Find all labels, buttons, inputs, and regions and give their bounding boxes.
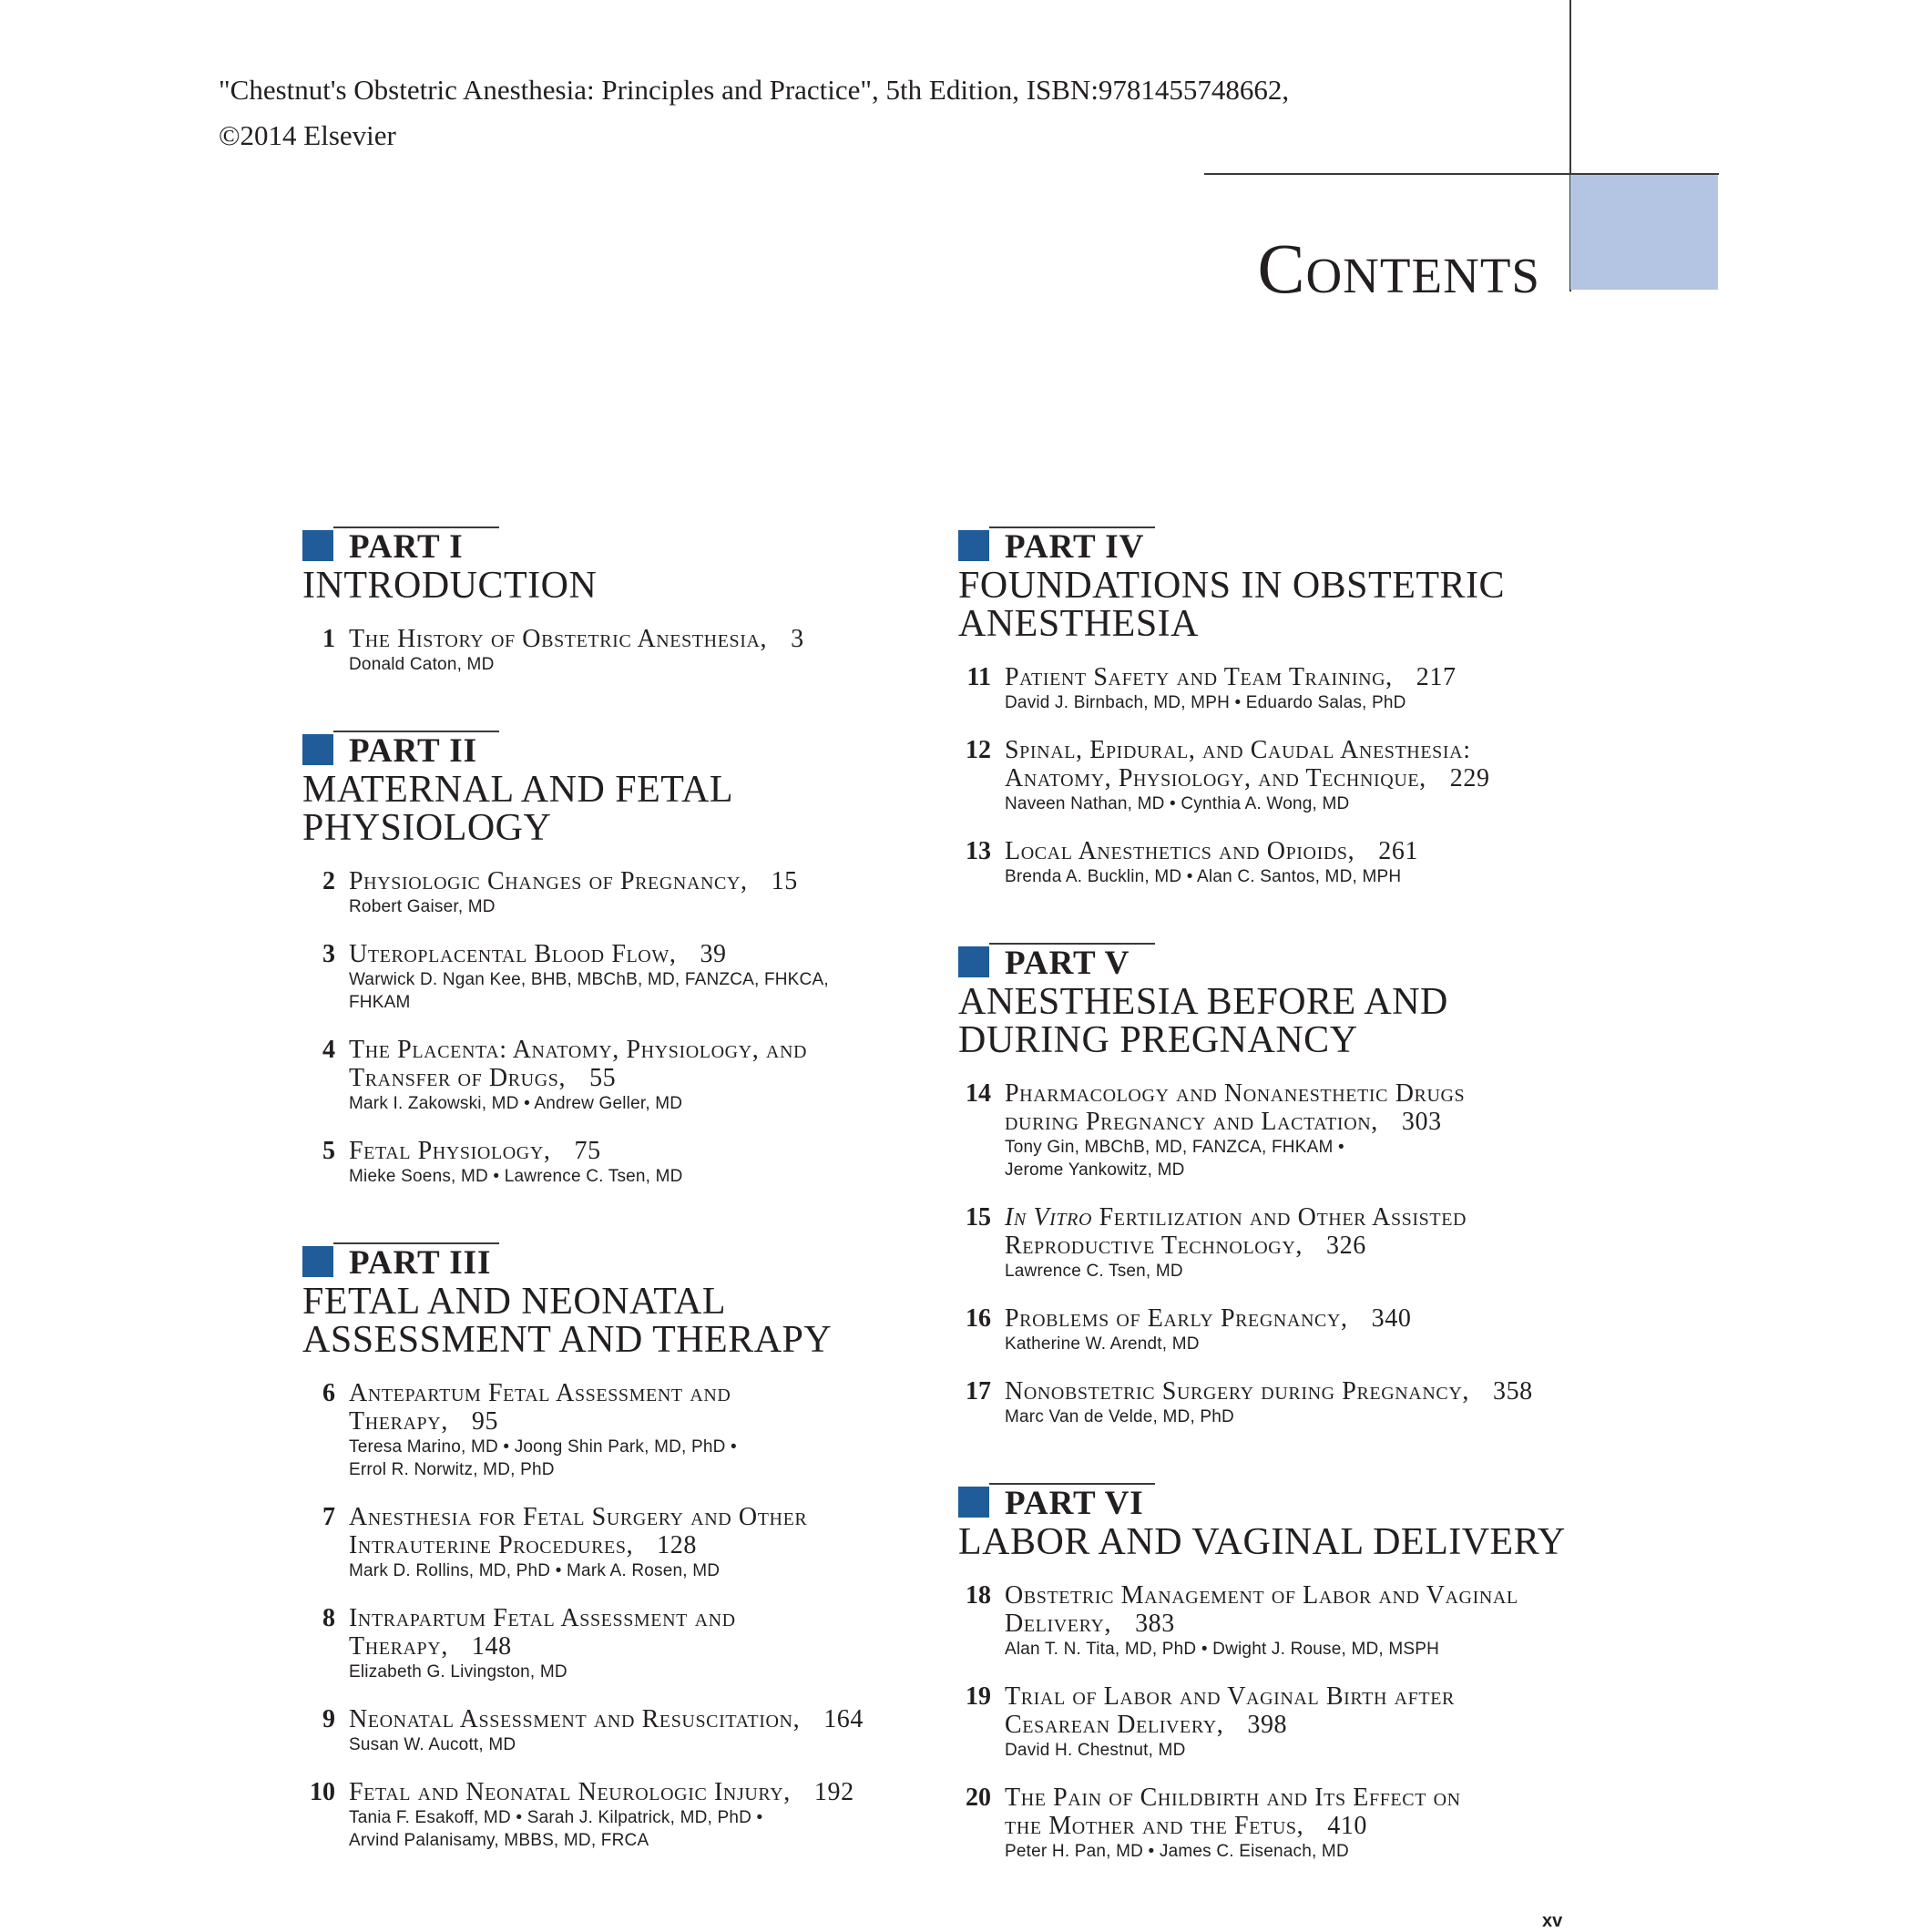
chapter-title-text: Patient Safety and Team Training, [1005, 663, 1393, 691]
chapter-title-line [349, 940, 922, 968]
chapter-title-text: Transfer of Drugs, [349, 1064, 567, 1092]
chapter-authors [1005, 1136, 1578, 1181]
chapter-title [349, 1705, 922, 1733]
part-heading [958, 943, 1578, 981]
chapter-authors [349, 895, 922, 918]
chapter-page-number: 95 [471, 1407, 499, 1436]
author-line: Mark I. Zakowski, MD • Andrew Geller, MD [349, 1094, 683, 1113]
chapter-page-number: 340 [1371, 1304, 1412, 1333]
chapter-title-line [1005, 1682, 1578, 1711]
chapter-number: 18 [966, 1581, 991, 1610]
part-label: PART I [349, 528, 464, 566]
part-marker-square [958, 946, 989, 977]
part-title-line: FOUNDATIONS IN OBSTETRIC [958, 565, 1506, 607]
chapter-number: 2 [322, 867, 335, 895]
toc-chapter-entry[interactable] [302, 1705, 922, 1756]
chapter-page-number: 15 [771, 867, 798, 895]
chapter-title [1005, 1203, 1578, 1260]
chapter-title-text: Intrapartum Fetal Assessment and [349, 1604, 736, 1632]
chapter-title-text: In Vitro Fertilization and Other Assisted [1005, 1203, 1467, 1232]
part-marker-square [302, 1246, 333, 1277]
chapter-number: 13 [966, 837, 991, 865]
toc-chapter-entry[interactable] [302, 1604, 922, 1683]
chapter-number: 20 [966, 1784, 991, 1812]
author-line: Warwick D. Ngan Kee, BHB, MBChB, MD, FANZCA, FHKCA, [349, 970, 829, 989]
toc-part [958, 943, 1578, 1428]
chapter-page-number: 3 [791, 625, 804, 653]
toc-part [302, 731, 922, 1188]
chapter-title-text: Pharmacology and Nonanesthetic Drugs [1005, 1079, 1466, 1108]
chapter-title-line [349, 1531, 922, 1559]
chapter-page-number: 326 [1326, 1232, 1366, 1260]
part-title [302, 1283, 922, 1359]
part-marker-square [302, 530, 333, 561]
chapter-authors [349, 1559, 922, 1582]
accent-block [1570, 175, 1718, 290]
chapter-number: 3 [322, 940, 335, 968]
chapter-title-text: Anatomy, Physiology, and Technique, [1005, 764, 1426, 792]
part-title-line: MATERNAL AND FETAL [302, 769, 734, 811]
chapter-title-line [1005, 837, 1578, 865]
chapter-title [349, 1503, 922, 1559]
part-title-line: DURING PREGNANCY [958, 1019, 1358, 1061]
chapter-number: 11 [966, 663, 991, 691]
chapter-title-text: Antepartum Fetal Assessment and [349, 1379, 731, 1407]
part-heading [302, 526, 922, 565]
author-line: David H. Chestnut, MD [1005, 1741, 1186, 1760]
chapter-title-text: Problems of Early Pregnancy, [1005, 1304, 1348, 1333]
part-title-line: FETAL AND NEONATAL [302, 1281, 727, 1323]
chapter-page-number: 383 [1135, 1610, 1175, 1638]
chapter-number: 4 [322, 1036, 335, 1064]
toc-chapter-entry[interactable] [958, 1377, 1578, 1428]
chapter-title-line [1005, 1812, 1578, 1840]
toc-chapter-entry[interactable] [302, 1137, 922, 1188]
chapter-authors [349, 1092, 922, 1115]
chapter-title-italic: In Vitro [1005, 1203, 1093, 1232]
chapter-title-line [349, 1705, 922, 1733]
chapter-title-text: Obstetric Management of Labor and Vaginal [1005, 1581, 1518, 1610]
chapter-number: 16 [966, 1304, 991, 1333]
chapter-page-number: 128 [657, 1531, 697, 1559]
chapter-page-number: 358 [1492, 1377, 1533, 1406]
chapter-number: 6 [322, 1379, 335, 1407]
chapter-title-text: during Pregnancy and Lactation, [1005, 1108, 1378, 1136]
toc-part [302, 526, 922, 676]
page-title: Contents [1257, 229, 1540, 308]
chapter-title-line [1005, 1079, 1578, 1108]
chapter-number: 10 [310, 1778, 335, 1806]
chapter-authors [349, 1661, 922, 1683]
chapter-title-line [349, 1632, 922, 1661]
chapter-title [1005, 1784, 1578, 1840]
part-label: PART VI [1005, 1485, 1144, 1522]
chapter-title-text: Nonobstetric Surgery during Pregnancy, [1005, 1377, 1469, 1406]
author-line: Donald Caton, MD [349, 655, 495, 674]
author-line: Lawrence C. Tsen, MD [1005, 1262, 1183, 1281]
chapter-title [349, 1778, 922, 1806]
chapter-page-number: 75 [574, 1137, 601, 1165]
chapter-title-line [1005, 736, 1578, 764]
chapter-page-number: 39 [700, 940, 727, 968]
author-line: Tony Gin, MBChB, MD, FANZCA, FHKAM • [1005, 1138, 1344, 1157]
toc-chapter-entry[interactable] [958, 663, 1578, 714]
author-line: Katherine W. Arendt, MD [1005, 1334, 1200, 1354]
chapter-title-line [349, 1604, 922, 1632]
chapter-page-number: 303 [1401, 1108, 1442, 1136]
part-title-line: ANESTHESIA BEFORE AND [958, 981, 1448, 1023]
toc-left-column [302, 526, 922, 1906]
toc-part [302, 1242, 922, 1852]
chapter-number: 15 [966, 1203, 991, 1232]
chapter-number: 1 [322, 625, 335, 653]
part-heading [958, 1483, 1578, 1521]
chapter-title-text: the Mother and the Fetus, [1005, 1812, 1304, 1840]
chapter-authors [1005, 1333, 1578, 1355]
chapter-title-line [1005, 1784, 1578, 1812]
chapter-title [349, 940, 922, 968]
author-line: Mieke Soens, MD • Lawrence C. Tsen, MD [349, 1167, 683, 1186]
chapter-title [349, 1137, 922, 1165]
toc-chapter-entry[interactable] [302, 1503, 922, 1582]
chapter-authors [349, 1436, 922, 1481]
chapter-page-number: 192 [813, 1778, 854, 1806]
part-title-line: LABOR AND VAGINAL DELIVERY [958, 1521, 1566, 1563]
toc-chapter-entry[interactable] [958, 1304, 1578, 1355]
chapter-authors [1005, 1638, 1578, 1661]
chapter-title-text: Delivery, [1005, 1610, 1112, 1638]
toc-chapter-entry[interactable] [302, 625, 922, 676]
author-line: Jerome Yankowitz, MD [1005, 1160, 1185, 1180]
chapter-authors [1005, 1406, 1578, 1428]
author-line: Mark D. Rollins, MD, PhD • Mark A. Rosen, MD [349, 1561, 721, 1580]
part-label: PART III [349, 1244, 492, 1282]
author-line: Susan W. Aucott, MD [349, 1735, 516, 1754]
chapter-title-line [1005, 764, 1578, 792]
chapter-title-text: Reproductive Technology, [1005, 1232, 1303, 1260]
chapter-page-number: 261 [1378, 837, 1419, 865]
chapter-page-number: 148 [471, 1632, 512, 1661]
toc-chapter-entry[interactable] [958, 1079, 1578, 1181]
part-title [958, 1523, 1578, 1561]
toc-chapter-entry[interactable] [958, 837, 1578, 888]
chapter-page-number: 398 [1247, 1711, 1288, 1739]
part-title [958, 983, 1578, 1059]
chapter-authors [349, 653, 922, 676]
chapter-title-line [349, 867, 922, 895]
author-line: Errol R. Norwitz, MD, PhD [349, 1460, 555, 1479]
chapter-authors [1005, 865, 1578, 888]
author-line: Arvind Palanisamy, MBBS, MD, FRCA [349, 1831, 649, 1850]
chapter-authors [1005, 691, 1578, 714]
part-title [958, 567, 1578, 643]
toc-part [958, 1483, 1578, 1863]
chapter-title [349, 1379, 922, 1436]
author-line: Teresa Marino, MD • Joong Shin Park, MD, PhD • [349, 1437, 737, 1457]
part-title [302, 771, 922, 847]
chapter-number: 7 [322, 1503, 335, 1531]
part-marker-square [958, 1487, 989, 1518]
chapter-title-line [1005, 1304, 1578, 1333]
chapter-title-text: Uteroplacental Blood Flow, [349, 940, 677, 968]
chapter-page-number: 55 [589, 1064, 617, 1092]
chapter-title-text: Therapy, [349, 1632, 448, 1661]
chapter-title [1005, 837, 1578, 865]
chapter-title-text: The History of Obstetric Anesthesia, [349, 625, 768, 653]
author-line: Naveen Nathan, MD • Cynthia A. Wong, MD [1005, 794, 1350, 813]
chapter-title [1005, 736, 1578, 792]
chapter-title-line [349, 1407, 922, 1436]
chapter-number: 5 [322, 1137, 335, 1165]
toc-chapter-entry[interactable] [958, 1682, 1578, 1762]
chapter-title-text: Spinal, Epidural, and Caudal Anesthesia: [1005, 736, 1471, 764]
author-line: Alan T. N. Tita, MD, PhD • Dwight J. Rouse, MD, MSPH [1005, 1640, 1440, 1659]
toc-chapter-entry[interactable] [302, 1036, 922, 1115]
chapter-page-number: 217 [1416, 663, 1457, 691]
chapter-title-line [349, 1778, 922, 1806]
chapter-title-text: Physiologic Changes of Pregnancy, [349, 867, 748, 895]
part-heading [302, 1242, 922, 1281]
chapter-number: 9 [322, 1705, 335, 1733]
chapter-authors [349, 1165, 922, 1188]
chapter-title [1005, 1304, 1578, 1333]
author-line: FHKAM [349, 993, 411, 1012]
chapter-title [1005, 663, 1578, 691]
chapter-title-line [1005, 1581, 1578, 1610]
part-marker-square [302, 734, 333, 765]
chapter-title-line [349, 1503, 922, 1531]
chapter-title-line [349, 1137, 922, 1165]
toc-chapter-entry[interactable] [302, 1379, 922, 1481]
chapter-title-text: The Placenta: Anatomy, Physiology, and [349, 1036, 808, 1064]
chapter-title-line [1005, 1610, 1578, 1638]
citation-line-1: "Chestnut's Obstetric Anesthesia: Principles and Practice", 5th Edition, ISBN:9781455748662, [219, 74, 1290, 106]
chapter-title-line [1005, 1203, 1578, 1232]
chapter-authors [1005, 792, 1578, 815]
chapter-number: 8 [322, 1604, 335, 1632]
part-label: PART IV [1005, 528, 1145, 566]
page-number: xv [1542, 1911, 1563, 1931]
chapter-page-number: 410 [1327, 1812, 1368, 1840]
chapter-title [1005, 1581, 1578, 1638]
toc-right-column [958, 526, 1578, 1917]
chapter-title-line [349, 1064, 922, 1092]
chapter-page-number: 164 [823, 1705, 864, 1733]
part-heading [302, 731, 922, 769]
part-title-line: ASSESSMENT AND THERAPY [302, 1319, 833, 1361]
author-line: Tania F. Esakoff, MD • Sarah J. Kilpatrick, MD, PhD • [349, 1808, 763, 1827]
chapter-authors [1005, 1840, 1578, 1863]
chapter-number: 17 [966, 1377, 991, 1406]
toc-chapter-entry[interactable] [958, 1581, 1578, 1661]
part-title [302, 567, 922, 605]
toc-chapter-entry[interactable] [958, 1203, 1578, 1283]
chapter-title [1005, 1079, 1578, 1136]
citation-header [219, 67, 1289, 158]
chapter-number: 14 [966, 1079, 991, 1108]
chapter-authors [349, 1733, 922, 1756]
part-heading [958, 526, 1578, 565]
chapter-title-text: Therapy, [349, 1407, 448, 1436]
chapter-title-text: The Pain of Childbirth and Its Effect on [1005, 1784, 1461, 1812]
toc-chapter-entry[interactable] [958, 1784, 1578, 1863]
chapter-authors [349, 1806, 922, 1852]
author-line: Peter H. Pan, MD • James C. Eisenach, MD [1005, 1842, 1349, 1861]
chapter-title [1005, 1682, 1578, 1739]
chapter-authors [1005, 1739, 1578, 1762]
chapter-title-line [1005, 1377, 1578, 1406]
part-marker-square [958, 530, 989, 561]
chapter-title [349, 1604, 922, 1661]
toc-chapter-entry[interactable] [302, 940, 922, 1014]
chapter-authors [349, 968, 922, 1014]
chapter-title-line [1005, 1711, 1578, 1739]
chapter-title [1005, 1377, 1578, 1406]
chapter-number: 12 [966, 736, 991, 764]
author-line: Elizabeth G. Livingston, MD [349, 1662, 567, 1682]
chapter-title-line [349, 625, 922, 653]
chapter-title-text: Cesarean Delivery, [1005, 1711, 1224, 1739]
author-line: David J. Birnbach, MD, MPH • Eduardo Salas, PhD [1005, 693, 1406, 712]
chapter-title-text: Trial of Labor and Vaginal Birth after [1005, 1682, 1455, 1711]
toc-chapter-entry[interactable] [958, 736, 1578, 815]
author-line: Marc Van de Velde, MD, PhD [1005, 1407, 1234, 1426]
chapter-title-text: Neonatal Assessment and Resuscitation, [349, 1705, 801, 1733]
author-line: Brenda A. Bucklin, MD • Alan C. Santos, MD, MPH [1005, 867, 1402, 886]
toc-part [958, 526, 1578, 888]
citation-line-2: ©2014 Elsevier [219, 119, 396, 151]
chapter-title-text: Local Anesthetics and Opioids, [1005, 837, 1355, 865]
chapter-title-text: Intrauterine Procedures, [349, 1531, 634, 1559]
chapter-title-line [349, 1036, 922, 1064]
chapter-title-line [1005, 663, 1578, 691]
chapter-number: 19 [966, 1682, 991, 1711]
chapter-title-line [1005, 1232, 1578, 1260]
chapter-title [349, 625, 922, 653]
chapter-title-line [349, 1379, 922, 1407]
chapter-title-text: Fetal Physiology, [349, 1137, 551, 1165]
chapter-title [349, 1036, 922, 1092]
chapter-authors [1005, 1260, 1578, 1283]
part-label: PART II [349, 732, 478, 770]
chapter-title [349, 867, 922, 895]
part-label: PART V [1005, 945, 1130, 982]
toc-chapter-entry[interactable] [302, 1778, 922, 1852]
chapter-page-number: 229 [1449, 764, 1490, 792]
part-title-line: ANESTHESIA [958, 603, 1199, 645]
chapter-title-text: Anesthesia for Fetal Surgery and Other [349, 1503, 808, 1531]
toc-chapter-entry[interactable] [302, 867, 922, 918]
part-title-line: INTRODUCTION [302, 565, 598, 607]
chapter-title-text: Fetal and Neonatal Neurologic Injury, [349, 1778, 791, 1806]
author-line: Robert Gaiser, MD [349, 897, 496, 916]
chapter-title-line [1005, 1108, 1578, 1136]
part-title-line: PHYSIOLOGY [302, 807, 552, 849]
